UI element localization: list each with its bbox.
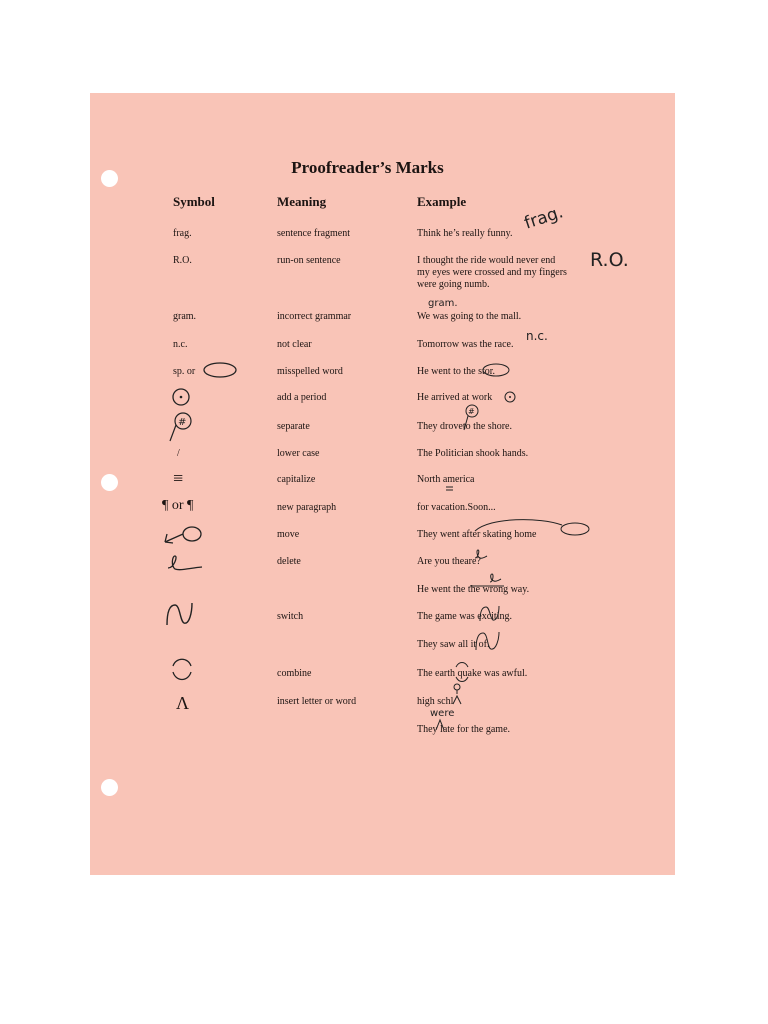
handwritten-note: R.O. xyxy=(590,249,629,271)
symbol-cell: R.O. xyxy=(173,255,192,266)
symbol-cell: / xyxy=(177,448,180,459)
switch-mark-icon xyxy=(473,631,505,653)
example-cell: North america xyxy=(417,474,475,485)
example-cell: high schl They late for the game. xyxy=(417,696,511,735)
symbol-cell: Λ xyxy=(176,693,190,713)
example-header: Example xyxy=(417,194,467,209)
handwritten-note: were xyxy=(430,708,455,719)
handwritten-note: frag. xyxy=(521,202,566,234)
symbol-cell: frag. xyxy=(173,228,192,239)
meaning-cell: not clear xyxy=(277,339,312,350)
capitalize-underline-icon xyxy=(445,485,455,493)
meaning-cell: sentence fragment xyxy=(277,228,351,239)
page-title: Proofreader’s Marks xyxy=(291,158,444,177)
meaning-cell: switch xyxy=(277,611,304,622)
example-cell: He arrived at work xyxy=(417,392,493,403)
meaning-cell: separate xyxy=(277,421,310,432)
symbol-cell: ≡ xyxy=(173,468,184,488)
meaning-cell: combine xyxy=(277,668,312,679)
insert-mark-icon xyxy=(435,718,445,732)
combine-mark-icon xyxy=(170,657,196,685)
binder-hole xyxy=(101,474,118,491)
example-cell: The game was exciting. They saw all it of. xyxy=(417,611,512,650)
switch-mark-icon xyxy=(478,605,504,625)
symbol-cell: n.c. xyxy=(173,339,188,350)
delete-mark-icon xyxy=(468,576,508,598)
delete-mark-icon xyxy=(474,548,488,562)
meaning-cell: delete xyxy=(277,556,301,567)
example-cell: The Politician shook hands. xyxy=(417,448,529,459)
meaning-cell: add a period xyxy=(277,392,327,403)
meaning-header: Meaning xyxy=(277,194,327,209)
example-cell: for vacation.Soon... xyxy=(417,502,496,513)
meaning-cell: capitalize xyxy=(277,474,316,485)
meaning-cell: insert letter or word xyxy=(277,696,357,707)
meaning-cell: lower case xyxy=(277,448,320,459)
handwritten-note: gram. xyxy=(428,298,458,309)
example-cell: They went after skating home xyxy=(417,529,537,540)
example-cell: Are you theare? He went the the wrong way. xyxy=(417,556,530,595)
example-cell: I thought the ride would never end my eyes were crossed and my fingers were going numb. xyxy=(417,255,567,290)
meaning-cell: move xyxy=(277,529,300,540)
delete-mark-icon xyxy=(166,554,206,574)
meaning-cell: misspelled word xyxy=(277,366,343,377)
circle-mark-icon xyxy=(482,363,512,379)
move-mark-icon xyxy=(162,524,204,546)
example-cell: Think he’s really funny. xyxy=(417,228,513,239)
separate-mark-icon xyxy=(166,411,196,445)
meaning-cell: run-on sentence xyxy=(277,255,341,266)
move-mark-icon xyxy=(470,521,590,545)
meaning-cell: new paragraph xyxy=(277,502,337,513)
separate-mark-icon xyxy=(460,404,480,430)
meaning-cell: incorrect grammar xyxy=(277,311,352,322)
symbol-cell: sp. or xyxy=(173,366,196,377)
symbol-cell: gram. xyxy=(173,311,197,322)
svg-text:#: # xyxy=(178,417,187,428)
insert-mark-icon xyxy=(451,682,463,706)
example-cell: The earth quake was awful. xyxy=(417,668,528,679)
circle-mark-icon xyxy=(203,362,239,380)
period-mark-icon xyxy=(172,388,192,408)
example-cell: They droveto the shore. xyxy=(417,421,512,432)
switch-mark-icon xyxy=(164,601,198,629)
symbol-header: Symbol xyxy=(173,194,215,209)
worksheet-page xyxy=(90,93,675,875)
binder-hole xyxy=(101,779,118,796)
example-cell: We was going to the mall. xyxy=(417,311,522,322)
handwritten-note: n.c. xyxy=(526,329,548,343)
period-mark-icon xyxy=(504,391,518,405)
svg-text:#: # xyxy=(468,407,475,416)
example-cell: Tomorrow was the race. xyxy=(417,339,514,350)
symbol-cell: ¶ or ¶ xyxy=(162,498,194,513)
example-cell: He went to the stor. xyxy=(417,366,496,377)
